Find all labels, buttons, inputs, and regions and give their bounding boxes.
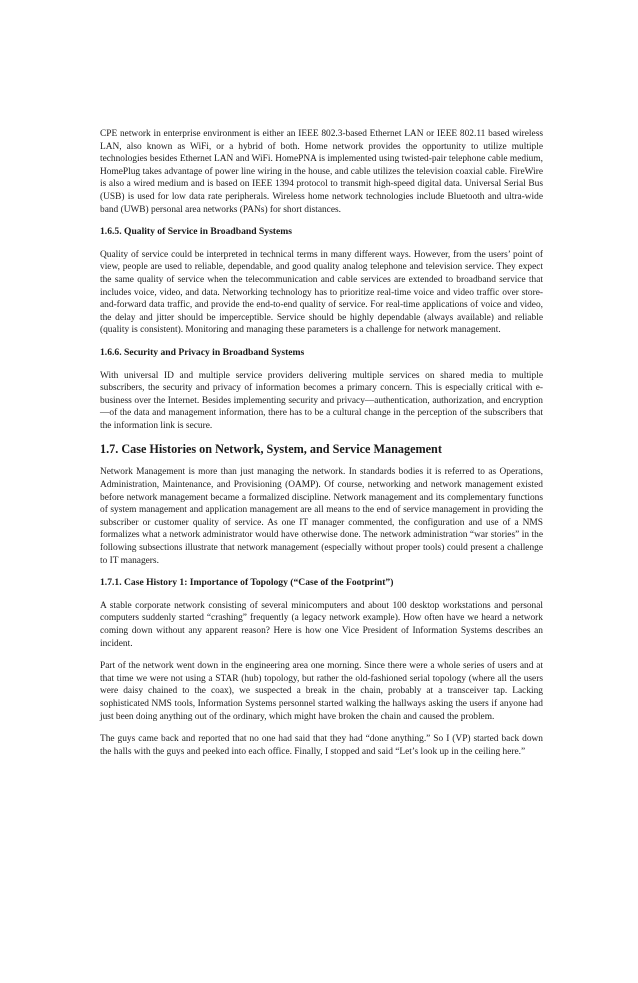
section-heading-case-histories: 1.7. Case Histories on Network, System, and Service Management xyxy=(100,442,442,457)
paragraph-network-went-down: Part of the network went down in the engineering area one morning. Since there were a whole series of users and at that time we were not using a STAR (hub) topology, but rather the old-fashioned serial topology (where all the users were daisy chained to the coax), we suspected a break in the chain, probably at a transceiver tap. Lacking sophisticated NMS tools, Information Systems personnel started walking the hallways asking the users if anyone had just been doing anything out of the ordinary, which might have broken the chain and caused the problem. xyxy=(100,661,543,722)
paragraph-network-management: Network Management is more than just managing the network. In standards bodies it is referred to as Operations, Administration, Maintenance, and Provisioning (OAMP). Of course, networking and network management existed before network management became a formalized discipline. Network management and its complementary functions of system management and application management are all means to the end of service management in providing the subscriber or customer quality of service. As one IT manager commented, the configuration and use of a NMS formalizes what a network administrator would have otherwise done. The network administration “war stories” in the following subsections illustrate that network management (especially without proper tools) could present a challenge to IT managers. xyxy=(100,467,543,566)
subheading-case-history-1: 1.7.1. Case History 1: Importance of Topology (“Case of the Footprint”) xyxy=(100,577,394,589)
document-page xyxy=(100,128,543,768)
subheading-quality-of-service: 1.6.5. Quality of Service in Broadband Systems xyxy=(100,226,292,238)
subheading-security-privacy: 1.6.6. Security and Privacy in Broadband Systems xyxy=(100,346,305,358)
paragraph-guys-came-back: The guys came back and reported that no one had said that they had “done anything.” So I (VP) started back down the halls with the guys and peeked into each office. Finally, I stopped and said “Let’s look up in the ceiling here.” xyxy=(100,734,543,757)
paragraph-quality-of-service: Quality of service could be interpreted in technical terms in many different ways. However, from the users’ point of view, people are used to reliable, dependable, and good quality analog telephone and television service. They expect the same quality of service when the telecommunication and cable services are extended to broadband service that includes voice, video, and data. Networking technology has to prioritize real-time voice and video traffic over store-and-forward data traffic, and provide the end-to-end quality of service. For real-time applications of voice and video, the delay and jitter should be imperceptible. Service should be highly dependable (always available) and reliable (quality is consistent). Monitoring and managing these parameters is a challenge for network management. xyxy=(100,249,543,336)
paragraph-cpe-network: CPE network in enterprise environment is either an IEEE 802.3-based Ethernet LAN or IEEE 802.11 based wireless LAN, also known as WiFi, or a hybrid of both. Home network provides the opportunity to utilize multiple technologies besides Ethernet LAN and WiFi. HomePNA is implemented using twisted-pair telephone cable medium, HomePlug takes advantage of power line wiring in the house, and cable utilizes the television coaxial cable. FireWire is also a wired medium and is based on IEEE 1394 protocol to transmit high-speed digital data. Universal Serial Bus (USB) is used for low data rate peripherals. Wireless home network technologies include Bluetooth and ultra-wide band (UWB) personal area networks (PANs) for short distances. xyxy=(100,129,543,215)
paragraph-security-privacy: With universal ID and multiple service providers delivering multiple services on shared media to multiple subscribers, the security and privacy of information becomes a primary concern. This is especially critical with e-business over the Internet. Besides implementing security and privacy—authentication, authorization, and encryption—of the data and management information, there has to be a cultural change in the perception of the subscribers that the information link is secure. xyxy=(100,370,543,431)
paragraph-stable-network: A stable corporate network consisting of several minicomputers and about 100 desktop workstations and personal computers suddenly started “crashing” frequently (a legacy network example). How often have we heard a network coming down without any apparent reason? Here is how one Vice President of Information Systems describes an incident. xyxy=(100,600,543,649)
